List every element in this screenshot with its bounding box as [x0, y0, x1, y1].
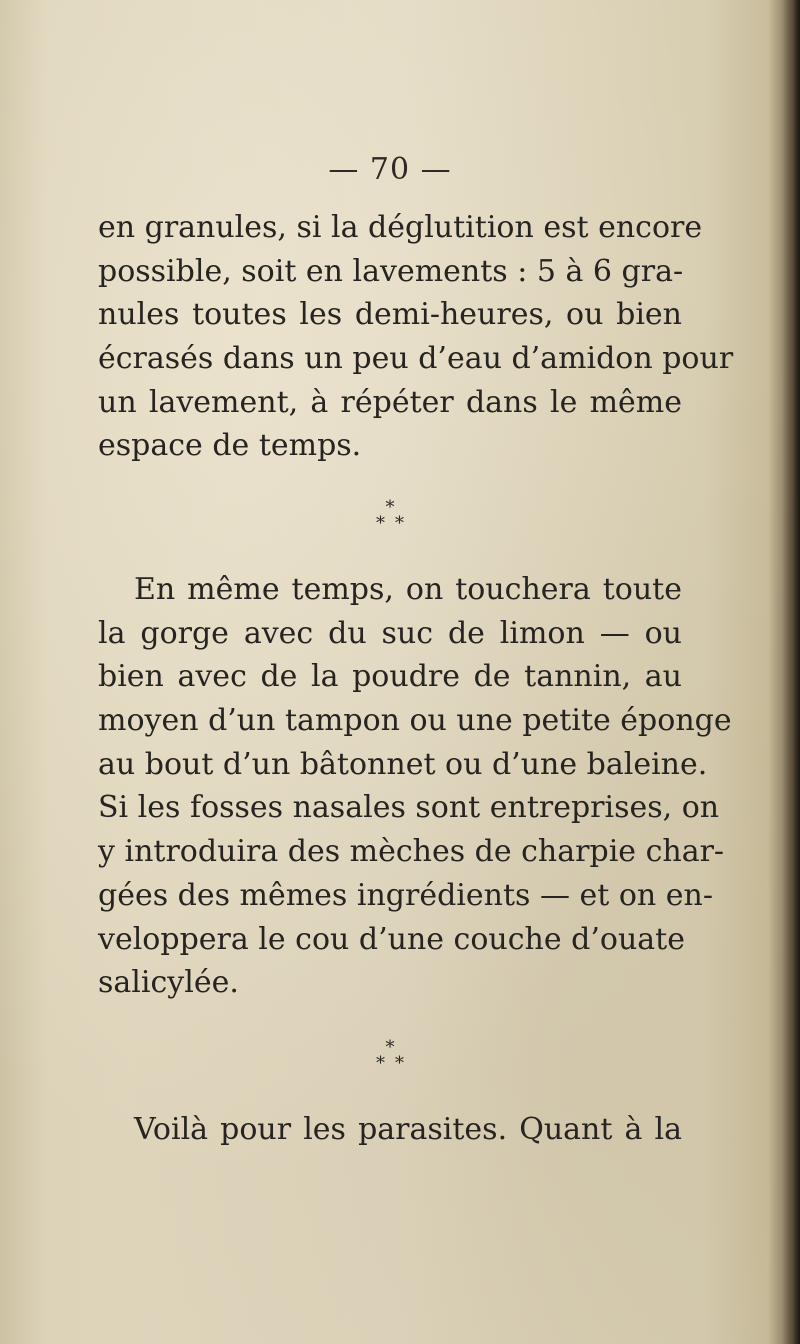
asterism-top: *: [385, 497, 395, 518]
asterism-bottom: **: [376, 513, 414, 534]
text-line: la gorge avec du suc de limon — ou: [98, 615, 682, 651]
text-line: Voilà pour les parasites. Quant à la: [134, 1112, 682, 1147]
text-line: Si les fosses nasales sont entreprises, on: [98, 790, 720, 826]
asterism-bottom: **: [376, 1053, 414, 1074]
asterism-divider: [0, 497, 780, 534]
text-line: au bout d’un bâtonnet ou d’une baleine.: [98, 746, 708, 782]
paragraph-3: [134, 1108, 682, 1152]
page-edge-shadow: [782, 0, 800, 1344]
text-line: espace de temps.: [98, 428, 362, 464]
text-line: écrasés dans un peu d’eau d’amidon pour: [98, 341, 734, 377]
text-line: nules toutes les demi-heures, ou bien: [98, 297, 682, 333]
text-line: y introduira des mèches de charpie char-: [98, 834, 725, 870]
text-line: en granules, si la déglutition est encore: [98, 210, 703, 245]
page-number: — 70 —: [328, 152, 452, 187]
text-line: En même temps, on touchera toute: [134, 572, 682, 607]
text-line: gées des mêmes ingrédients — et on en-: [98, 877, 713, 913]
text-line: moyen d’un tampon ou une petite éponge: [98, 703, 732, 739]
text-line: un lavement, à répéter dans le même: [98, 384, 682, 420]
paragraph-2: [98, 568, 732, 1005]
text-line: salicylée.: [98, 965, 239, 1001]
text-line: veloppera le cou d’une couche d’ouate: [98, 921, 685, 957]
asterism-divider: [0, 1037, 780, 1074]
text-line: bien avec de la poudre de tannin, au: [98, 659, 682, 695]
paragraph-1: [98, 206, 734, 468]
asterism-top: *: [385, 1037, 395, 1058]
text-line: possible, soit en lavements : 5 à 6 gra-: [98, 253, 684, 289]
